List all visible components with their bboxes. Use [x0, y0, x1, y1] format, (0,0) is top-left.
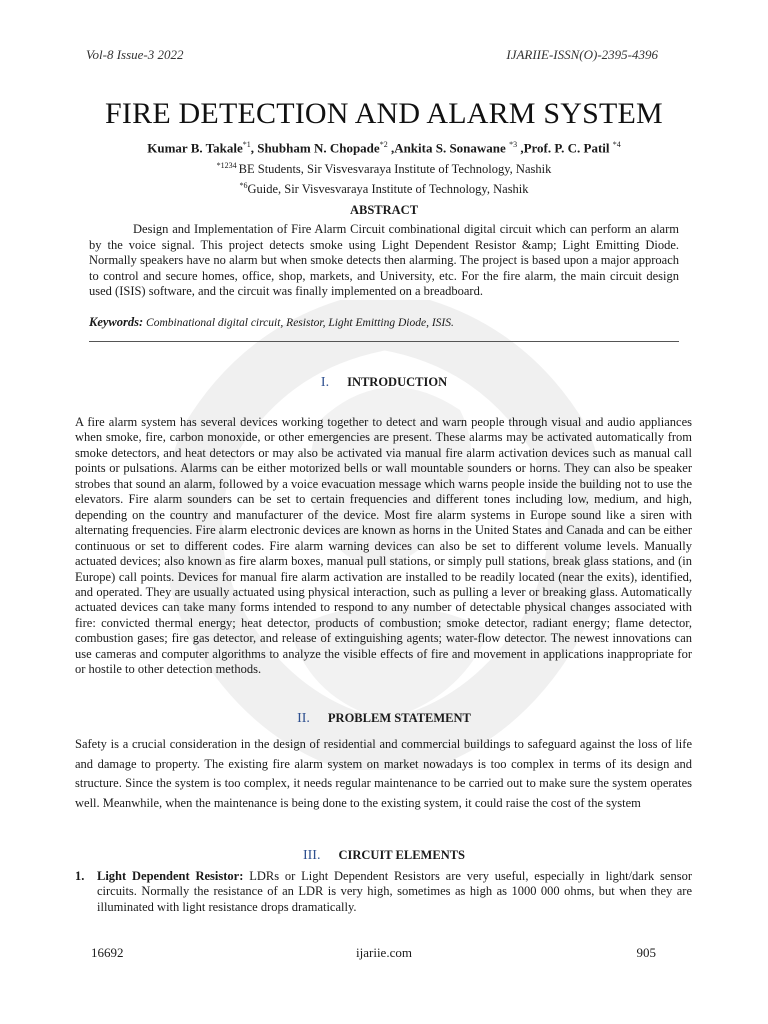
author-mark: *1 [242, 140, 251, 149]
journal-volume-header: Vol-8 Issue-3 2022 [86, 47, 184, 62]
paper-title: FIRE DETECTION AND ALARM SYSTEM [105, 97, 663, 130]
author-separator: , [517, 140, 524, 156]
section-number: I. [320, 375, 330, 390]
abstract-divider [89, 341, 679, 342]
affiliation-mark: *6 [239, 181, 248, 190]
section-heading-circuit-elements [0, 848, 768, 864]
author-mark: *4 [612, 140, 621, 149]
abstract-text: Design and Implementation of Fire Alarm Circuit combinational digital circuit which can perform an alarm by the voice signal. This project detects smoke using Light Dependent Resistor &amp; Light Emitting Diode. Normally speakers have no alarm but when smoke detects then alarming. The project is based upon a major approach to control and secure homes, office, shop, markets, and University, etc. For the fire alarm, the main circuit design used (ISIS) software, and the circuit was finally implemented on a breadboard. [89, 222, 679, 299]
section-number: III. [302, 848, 321, 863]
author-separator: , [387, 140, 395, 156]
affiliation-text: Guide, Sir Visvesvaraya Institute of Technology, Nashik [247, 182, 529, 197]
author-mark: *3 [509, 140, 518, 149]
keywords-line [89, 315, 679, 330]
author-name: Shubham N. Chopade [257, 140, 380, 156]
author-name: Kumar B. Takale [147, 140, 243, 156]
problem-statement-paragraph: Safety is a crucial consideration in the design of residential and commercial buildings to safeguard against the loss of life and damage to property. The existing fire alarm system on market nowadays is too complex in terms of its design and structure. Since the system is too complex, it needs regular maintenance to be carried out to make sure the system operates well. Meanwhile, when the maintenance is being done to the existing system, it could raise the cost of the system [75, 737, 692, 810]
section-title: PROBLEM STATEMENT [327, 711, 471, 725]
circuit-elements-list [75, 869, 692, 915]
affiliation-guide [0, 181, 768, 197]
footer-page-number: 905 [636, 945, 656, 960]
author-list [0, 140, 768, 156]
footer-paper-id: 16692 [91, 945, 124, 960]
author-mark: *2 [379, 140, 388, 149]
section-heading-introduction [0, 375, 768, 391]
section-number: II. [297, 711, 310, 726]
author-name: Ankita S. Sonawane [394, 140, 510, 156]
affiliation-students [0, 161, 768, 177]
footer-website: ijariie.com [356, 945, 412, 960]
affiliation-text: BE Students, Sir Visvesvaraya Institute of Technology, Nashik [238, 162, 552, 177]
list-item-heading: Light Dependent Resistor: [97, 869, 244, 883]
abstract-heading: ABSTRACT [349, 203, 419, 217]
affiliation-mark: *1234 [216, 161, 239, 170]
section-title: INTRODUCTION [347, 375, 448, 389]
list-item [75, 869, 692, 915]
keywords-text: Combinational digital circuit, Resistor, Light Emitting Diode, ISIS. [143, 317, 454, 329]
list-item-text [97, 869, 692, 915]
section-heading-problem-statement [0, 711, 768, 727]
author-name: Prof. P. C. Patil [523, 140, 613, 156]
introduction-paragraph: A fire alarm system has several devices working together to detect and warn people through visual and audio appliances when smoke, fire, carbon monoxide, or other emergencies are present. These alarms may be activated automatically from smoke detectors, and heat detectors or may also be activated via manual fire alarm activation devices such as manual call points or pulsations. Alarms can be either motorized bells or wall mountable sounders or horns. They can also be speaker strobes that sound an alarm, followed by a voice evacuation message which warns people inside the building not to use the elevators. Fire alarm sounders can be set to certain frequencies and different tones including low, medium, and high, depending on the country and manufacturer of the device. Most fire alarm systems in Europe sound like a siren with alternating frequencies. Fire alarm electronic devices are known as horns in the United States and Canada and can be either continuous or set to different codes. Fire alarm warning devices can also be set to different volume levels. Manually actuated devices; also known as fire alarm boxes, manual pull stations, or simply pull stations, break glass stations, and (in Europe) call points. Devices for manual fire alarm activation are installed to be readily located (near the exits), identified, and operated. They are usually actuated using physical interaction, such as pulling a lever or breaking glass. Automatically actuated devices can take many forms intended to respond to any number of detectable physical changes associated with fire: convicted thermal energy; heat detector, products of combustion; smoke detector, radiant energy; flame detector, combustion gases; fire gas detector, and release of extinguishing agents; water-flow detector. The newest innovations can use cameras and computer algorithms to analyze the visible effects of fire and movement in applications inappropriate for or hostile to other detection methods. [75, 415, 692, 677]
keywords-label: Keywords: [89, 315, 144, 329]
section-title: CIRCUIT ELEMENTS [338, 848, 466, 862]
list-item-number: 1. [75, 869, 85, 883]
journal-issn-header: IJARIIE-ISSN(O)-2395-4396 [506, 47, 658, 62]
list-item-body: LDRs or Light Dependent Resistors are very useful, especially in light/dark sensor circuits. Normally the resistance of an LDR is very high, sometimes as high as 1000 000 ohms, but when they are illuminated with light resistance drops dramatically. [97, 869, 692, 914]
author-separator: , [250, 140, 258, 156]
